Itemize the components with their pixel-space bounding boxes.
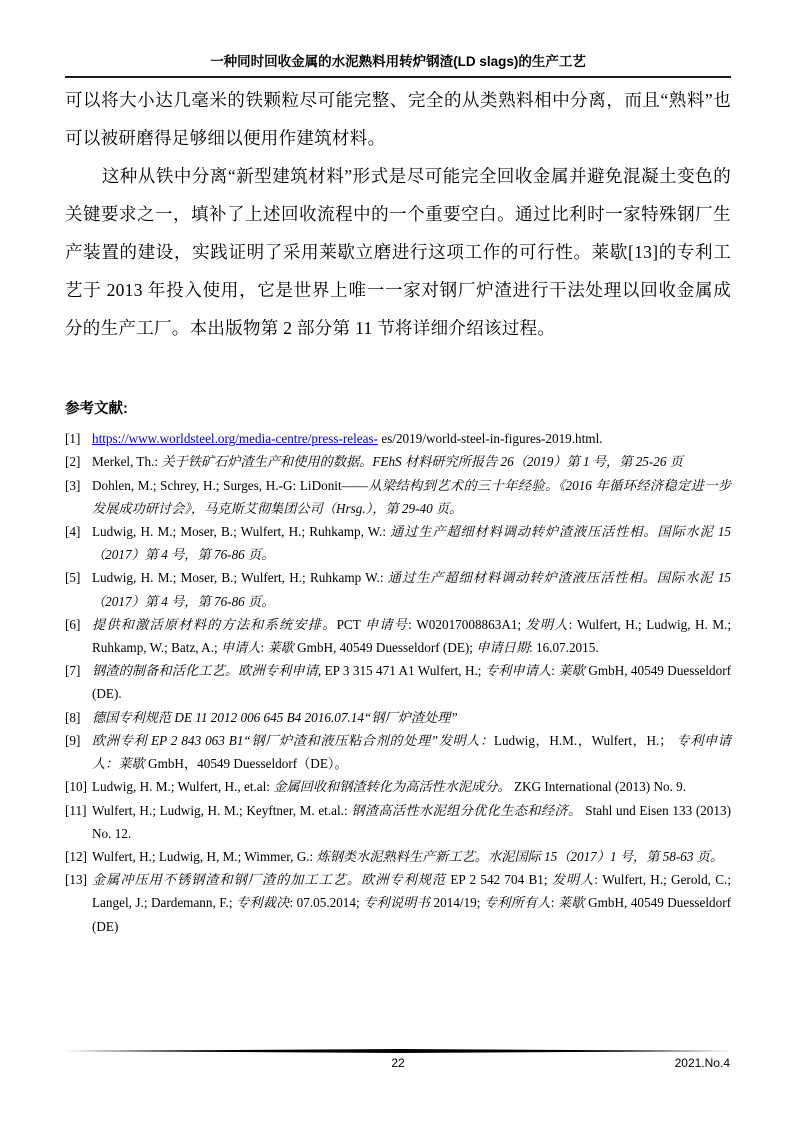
reference-text-segment: 钢渣的制备和活化工艺。欧洲专利申请 [92,663,318,679]
reference-text-segment: Ludwig, H. M.; Moser, B.; Wulfert, H.; Ruhkamp, W.: [92,524,391,540]
reference-text-segment: : W02017008863A1; [408,616,526,632]
reference-text-segment: Ludwig，H.M.，Wulfert，H.； [493,732,677,748]
reference-item [65,613,731,659]
reference-text-segment: Stahl und Eisen 133 (2013) No. 12. [92,802,731,841]
reference-marker: [6] [65,616,81,632]
reference-text-segment: 关于铁矿石炉渣生产和使用的数据。FEhS 材料研究所报告 26（2019）第 1 号，第 25-26 页 [161,454,683,470]
reference-text-segment: 金属冲压用不锈钢渣和钢厂渣的加工工艺。欧洲专利规范 [92,872,447,888]
reference-marker: [2] [65,454,81,470]
reference-text-segment: 德国专利规范 DE 11 2012 006 645 B4 2016.07.14“钢厂炉渣处理” [92,709,458,725]
reference-text-segment: Dohlen, M.; Schrey, H.; Surges, H.-G: LiDonit—— [92,477,368,493]
reference-marker: [8] [65,709,81,725]
reference-item [65,729,731,775]
reference-text-segment: 钢渣高活性水泥组分优化生态和经济。 [351,802,582,818]
reference-text-segment: 提供和激活原材料的方法和系统安排。 [92,616,337,632]
footer-row [64,1056,732,1074]
reference-marker: [5] [65,570,81,586]
reference-text-segment: 莱歇 [267,640,294,656]
reference-text-segment: 申请人 [220,640,261,656]
reference-text-segment: : [550,895,558,911]
reference-text-segment: 从梁结构到艺术的三十年经验。《2016 年循环经济稳定进一步发展成功研讨会》，马克斯艾彻集团公司（Hrsg.），第 29-40 页。 [92,477,732,516]
reference-marker: [10] [65,779,87,795]
reference-item [65,566,731,612]
reference-item [65,706,731,729]
reference-text-segment: Ludwig, H. M.; Moser, B.; Wulfert, H.; Ruhkamp W.: [92,570,388,586]
reference-item [65,520,731,566]
page-footer [64,1049,732,1074]
reference-link[interactable]: https://www.worldsteel.org/media-centre/press-releas- [92,431,379,447]
reference-item [65,868,731,938]
reference-marker: [7] [65,663,81,679]
reference-item [65,427,731,450]
reference-item [65,474,731,520]
reference-text-segment: : [551,663,559,679]
reference-list [65,427,731,937]
page-number: 22 [391,1056,405,1070]
reference-marker: [12] [65,848,87,864]
references-heading: 参考文献: [65,401,128,418]
reference-text-segment: 专利裁决 [236,895,290,911]
reference-item [65,450,731,473]
reference-text-segment: 发明人 [551,872,595,888]
reference-text-segment: 2014/19; [430,895,484,911]
reference-text-segment: GmbH, 40549 Duesseldorf (DE). [92,663,732,702]
reference-text-segment: 金属回收和钢渣转化为高活性水泥成分。 [273,779,511,795]
reference-text-segment: 申请日期 [476,640,530,656]
reference-text-segment: : Wulfert, H.; Ludwig, H. M.; Ruhkamp, W.; Batz, A.; [92,616,732,656]
body-paragraphs [65,81,731,347]
reference-text-segment: 通过生产超细材料调动转炉渣液压活性相。国际水泥 15（2017）第 4 号，第 76-86 页。 [92,524,732,563]
reference-text-segment: 申请号 [365,616,409,632]
reference-text-segment: 通过生产超细材料调动转炉渣液压活性相。国际水泥 15（2017）第 4 号，第 76-86 页。 [92,570,732,609]
reference-text-segment: Merkel, Th.: [92,454,162,470]
reference-text-segment: 专利申请人 [484,663,552,679]
reference-text-segment: PCT [336,616,366,632]
reference-text-segment: : Wulfert, H.; Gerold, C.; Langel, J.; Dardemann, F.; [92,872,731,911]
reference-marker: [1] [65,431,81,447]
footer-rule [64,1049,732,1053]
reference-text-segment: 发明人 [525,616,569,632]
reference-text-segment: 专利所有人 [483,895,551,911]
body-paragraph: 这种从铁中分离“新型建筑材料”形式是尽可能完全回收金属并避免混凝土变色的关键要求之一，填补了上述回收流程中的一个重要空白。通过比利时一家特殊钢厂生产装置的建设，实践证明了采用莱歇立磨进行这项工作的可行性。莱歇[13]的专利工艺于 2013 年投入使用，它是世界上唯一一家对钢厂炉渣进行干法处理以回收金属成分的生产工厂。本出版物第 2 部分第 11 节将详细介绍该过程。 [65,166,731,339]
issue-label: 2021.No.4 [674,1056,730,1070]
reference-text-segment: GmbH, 40549 Duesseldorf (DE); [293,640,477,656]
reference-text-segment: Ludwig, H. M.; Wulfert, H., et.al: [92,779,274,795]
reference-text-segment: GmbH，40549 Duesseldorf（DE）。 [144,756,348,772]
reference-text-segment: : 16.07.2015. [529,640,599,656]
reference-text-segment: 专利说明书 [363,895,431,911]
reference-marker: [13] [65,872,87,888]
reference-item [65,659,731,705]
reference-text-segment: EP 2 542 704 B1; [446,872,552,888]
page-title: 一种同时回收金属的水泥熟料用转炉钢渣(LD slags)的生产工艺 [65,52,731,78]
reference-text-segment: 炼钢类水泥熟料生产新工艺。水泥国际 15（2017）1 号，第 58-63 页。 [316,848,724,864]
reference-marker: [11] [65,802,87,818]
reference-text-segment: 欧洲专利 EP 2 843 063 B1“钢厂炉渣和液压粘合剂的处理”发明人： [92,732,494,748]
reference-marker: [4] [65,524,81,540]
reference-text-segment: : 07.05.2014; [289,895,364,911]
reference-marker: [9] [65,732,81,748]
body-paragraph: 可以将大小达几毫米的铁颗粒尽可能完整、完全的从类熟料相中分离，而且“熟料”也可以被研磨得足够细以便用作建筑材料。 [65,90,731,149]
reference-text-segment: Wulfert, H.; Ludwig, H. M.; Keyftner, M. et.al.: [92,802,352,818]
reference-text-segment: : [260,640,268,656]
reference-text-segment: , EP 3 315 471 A1 Wulfert, H.; [317,663,485,679]
reference-item [65,799,731,845]
references-section [65,397,731,937]
reference-text-segment: 莱歇 [557,895,585,911]
reference-text-segment: 专利申请人：莱歇 [92,732,731,772]
reference-text-segment: ZKG International (2013) No. 9. [510,779,687,795]
reference-item [65,845,731,868]
reference-text-segment: 莱歇 [558,663,585,679]
reference-text-segment: Wulfert, H.; Ludwig, H, M.; Wimmer, G.: [92,848,317,864]
reference-text-segment: es/2019/world-steel-in-figures-2019.html. [378,431,603,447]
reference-marker: [3] [65,477,81,493]
reference-item [65,775,731,798]
reference-text-segment: GmbH, 40549 Duesseldorf (DE) [92,895,731,934]
